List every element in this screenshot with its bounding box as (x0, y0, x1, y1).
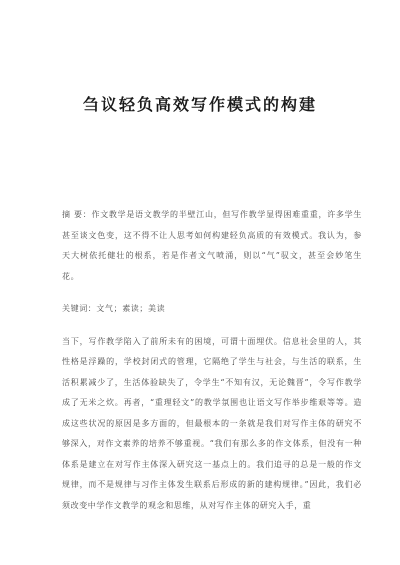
abstract-label: 摘 要： (62, 210, 92, 219)
body-paragraph: 当下，写作教学陷入了前所未有的困境，可谓十面埋伏。信息社会里的人，其性格是浮躁的，学校封闭式的管理，它隔绝了学生与社会，与生活的联系，生活积累减少了，生活体验缺失了，令学生“不知有汉，无论魏晋”，令写作教学成了无米之炊。再者，“重理轻文”的教学氛围也让语文写作举步维艰等等。造成这些状况的原因是多方面的，但最根本的一条就是我们对写作主体的研究不够深入，对作文素养的培养不够重视。“我们有那么多的作文体系，但没有一种体系是建立在对写作主体深入研究这一基点上的。我们追寻的总是一般的作文规律，而不是规律与习作主体发生联系后形成的新的建构规律。”因此，我们必须改变中学作文教学的观念和思维，从对写作主体的研究入手，重 (62, 336, 362, 510)
keywords-text: 文气；素读；美读 (96, 304, 166, 313)
abstract-paragraph (62, 205, 362, 287)
document-body (62, 205, 362, 516)
keywords-paragraph (62, 299, 362, 320)
abstract-text: 作文教学是语文教学的半壁江山，但写作教学显得困难重重，许多学生甚至谈文色变，这不得不让人思考如何构建轻负高质的有效模式。我认为，参天大树依托健壮的根系，若是作者文气喷涌，则以“气”驭文，甚至会妙笔生花。 (62, 210, 362, 281)
document-title: 刍议轻负高效写作模式的构建 (82, 95, 317, 114)
keywords-label: 关键词： (62, 304, 97, 313)
